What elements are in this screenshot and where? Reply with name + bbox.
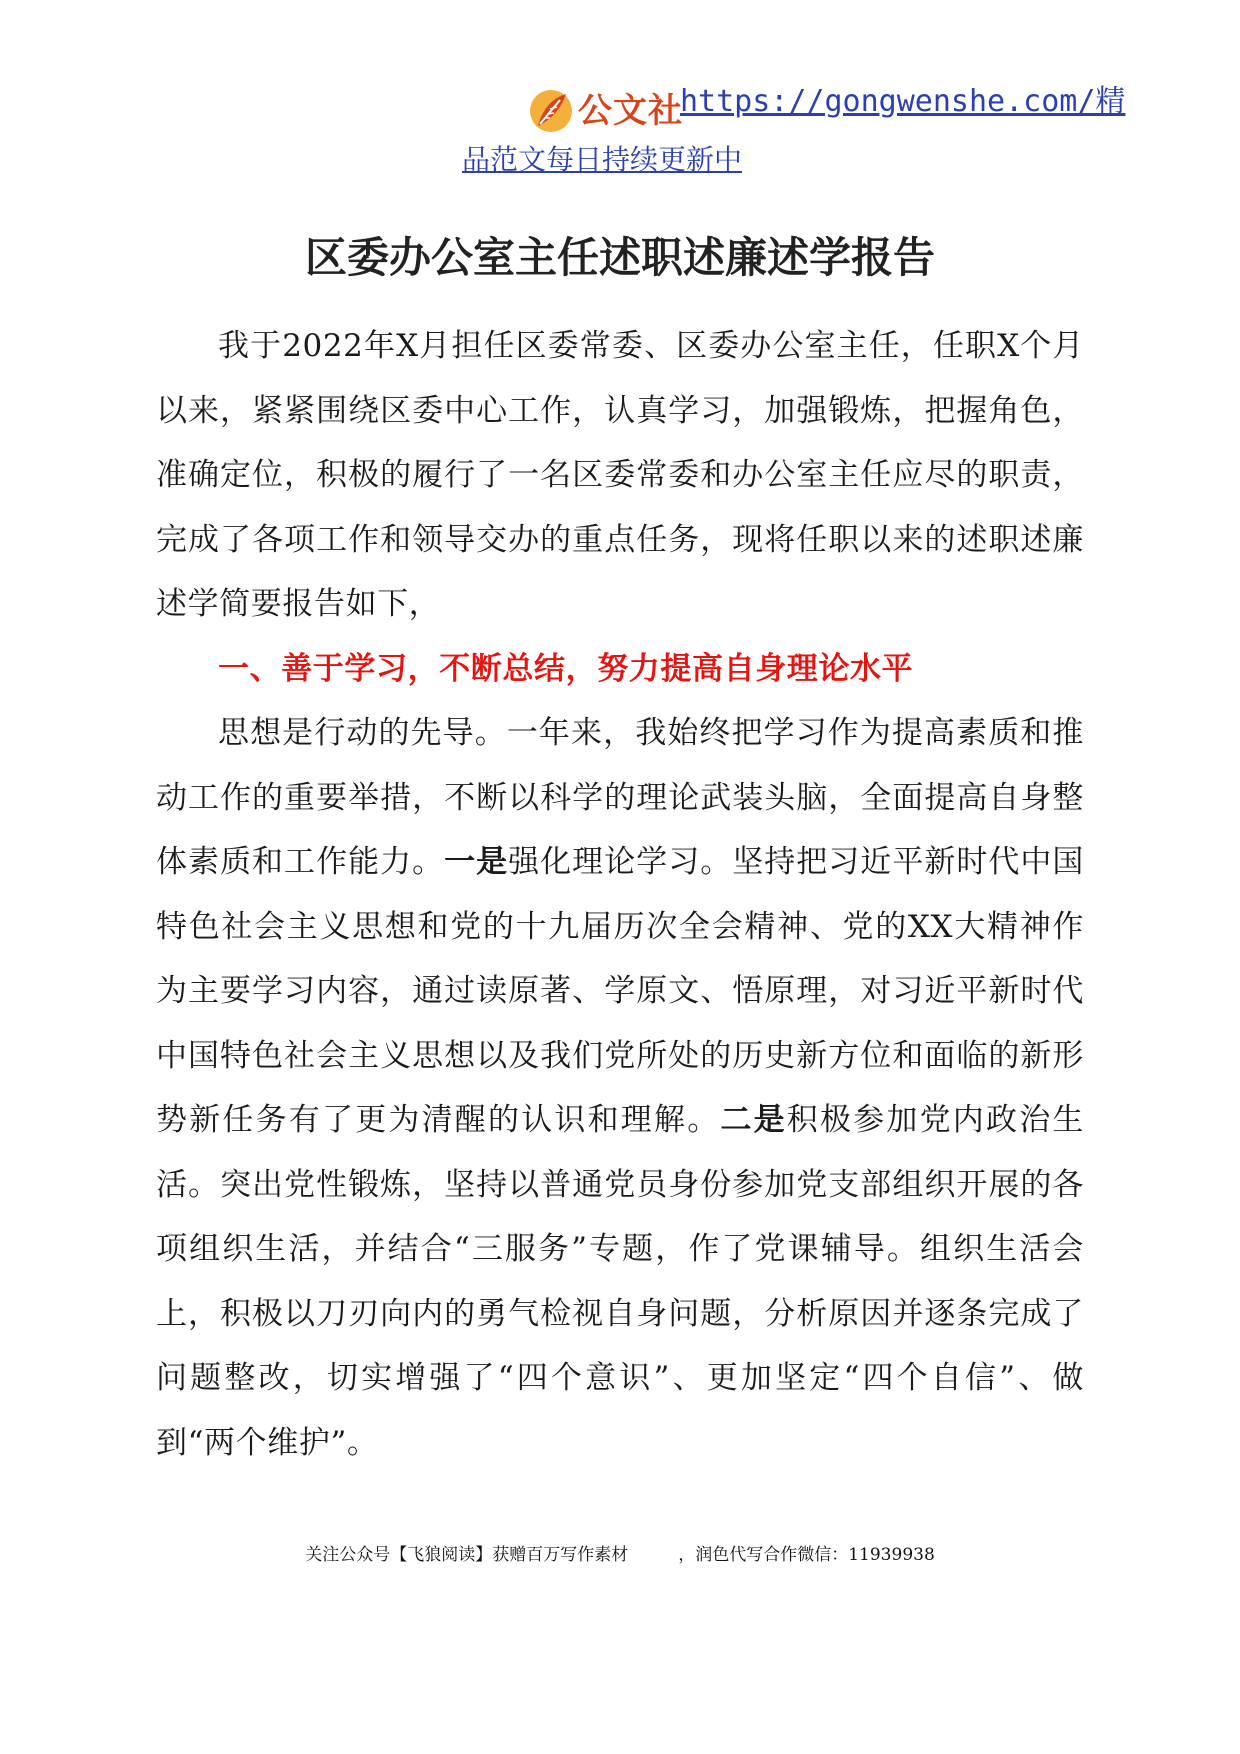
section-paragraph <box>156 701 1084 1475</box>
section-heading: 一、善于学习，不断总结，努力提高自身理论水平 <box>218 650 914 687</box>
intro-paragraph: 我于2022年X月担任区委常委、区委办公室主任，任职X个月以来，紧紧围绕区委中心工作，认真学习，加强锻炼，把握角色，准确定位，积极的履行了一名区委常委和办公室主任应尽的职责，完成了各项工作和领导交办的重点任务，现将任职以来的述职述廉述学简要报告如下， <box>156 328 1084 622</box>
document-title: 区委办公室主任述职述廉述学报告 <box>304 233 935 282</box>
site-url-link[interactable]: https://gongwenshe.com/精 <box>680 84 1126 119</box>
point-one-label: 一是 <box>444 844 509 880</box>
logo-text: 公文社 <box>578 91 683 131</box>
footer-contact-text: ，润色代写合作微信：11939938 <box>678 1545 935 1565</box>
page-footer <box>0 1540 1240 1570</box>
point-two-text: 积极参加党内政治生活。突出党性锻炼，坚持以普通党员身份参加党支部组织开展的各项组织生活，并结合“三服务”专题，作了党课辅导。组织生活会上，积极以刀刃向内的勇气检视自身问题，分析原因并逐条完成了问题整改，切实增强了“四个意识”、更加坚定“四个自信”、做到“两个维护”。 <box>156 1102 1084 1461</box>
document-body <box>156 314 1084 1475</box>
footer-promo-text: 关注公众号【飞狼阅读】获赠百万写作素材 <box>305 1545 629 1565</box>
section-lead-text: 思想是行动的先导。一年来，我始终把学习作为提高素质和推动工作的重要举措，不断以科学的理论武装头脑，全面提高自身整体素质和工作能力。 <box>156 715 1084 880</box>
point-two-label: 二是 <box>720 1102 787 1138</box>
point-one-text: 强化理论学习。坚持把习近平新时代中国特色社会主义思想和党的十九届历次全会精神、党的XX大精神作为主要学习内容，通过读原著、学原文、悟原理，对习近平新时代中国特色社会主义思想以及我们党所处的历史新方位和面临的新形势新任务有了更为清醒的认识和理解。 <box>156 844 1084 1138</box>
site-logo[interactable] <box>528 88 698 134</box>
site-tagline-link[interactable]: 品范文每日持续更新中 <box>462 143 743 176</box>
feather-quill-logo-icon <box>528 88 574 134</box>
page-header <box>0 78 1240 198</box>
